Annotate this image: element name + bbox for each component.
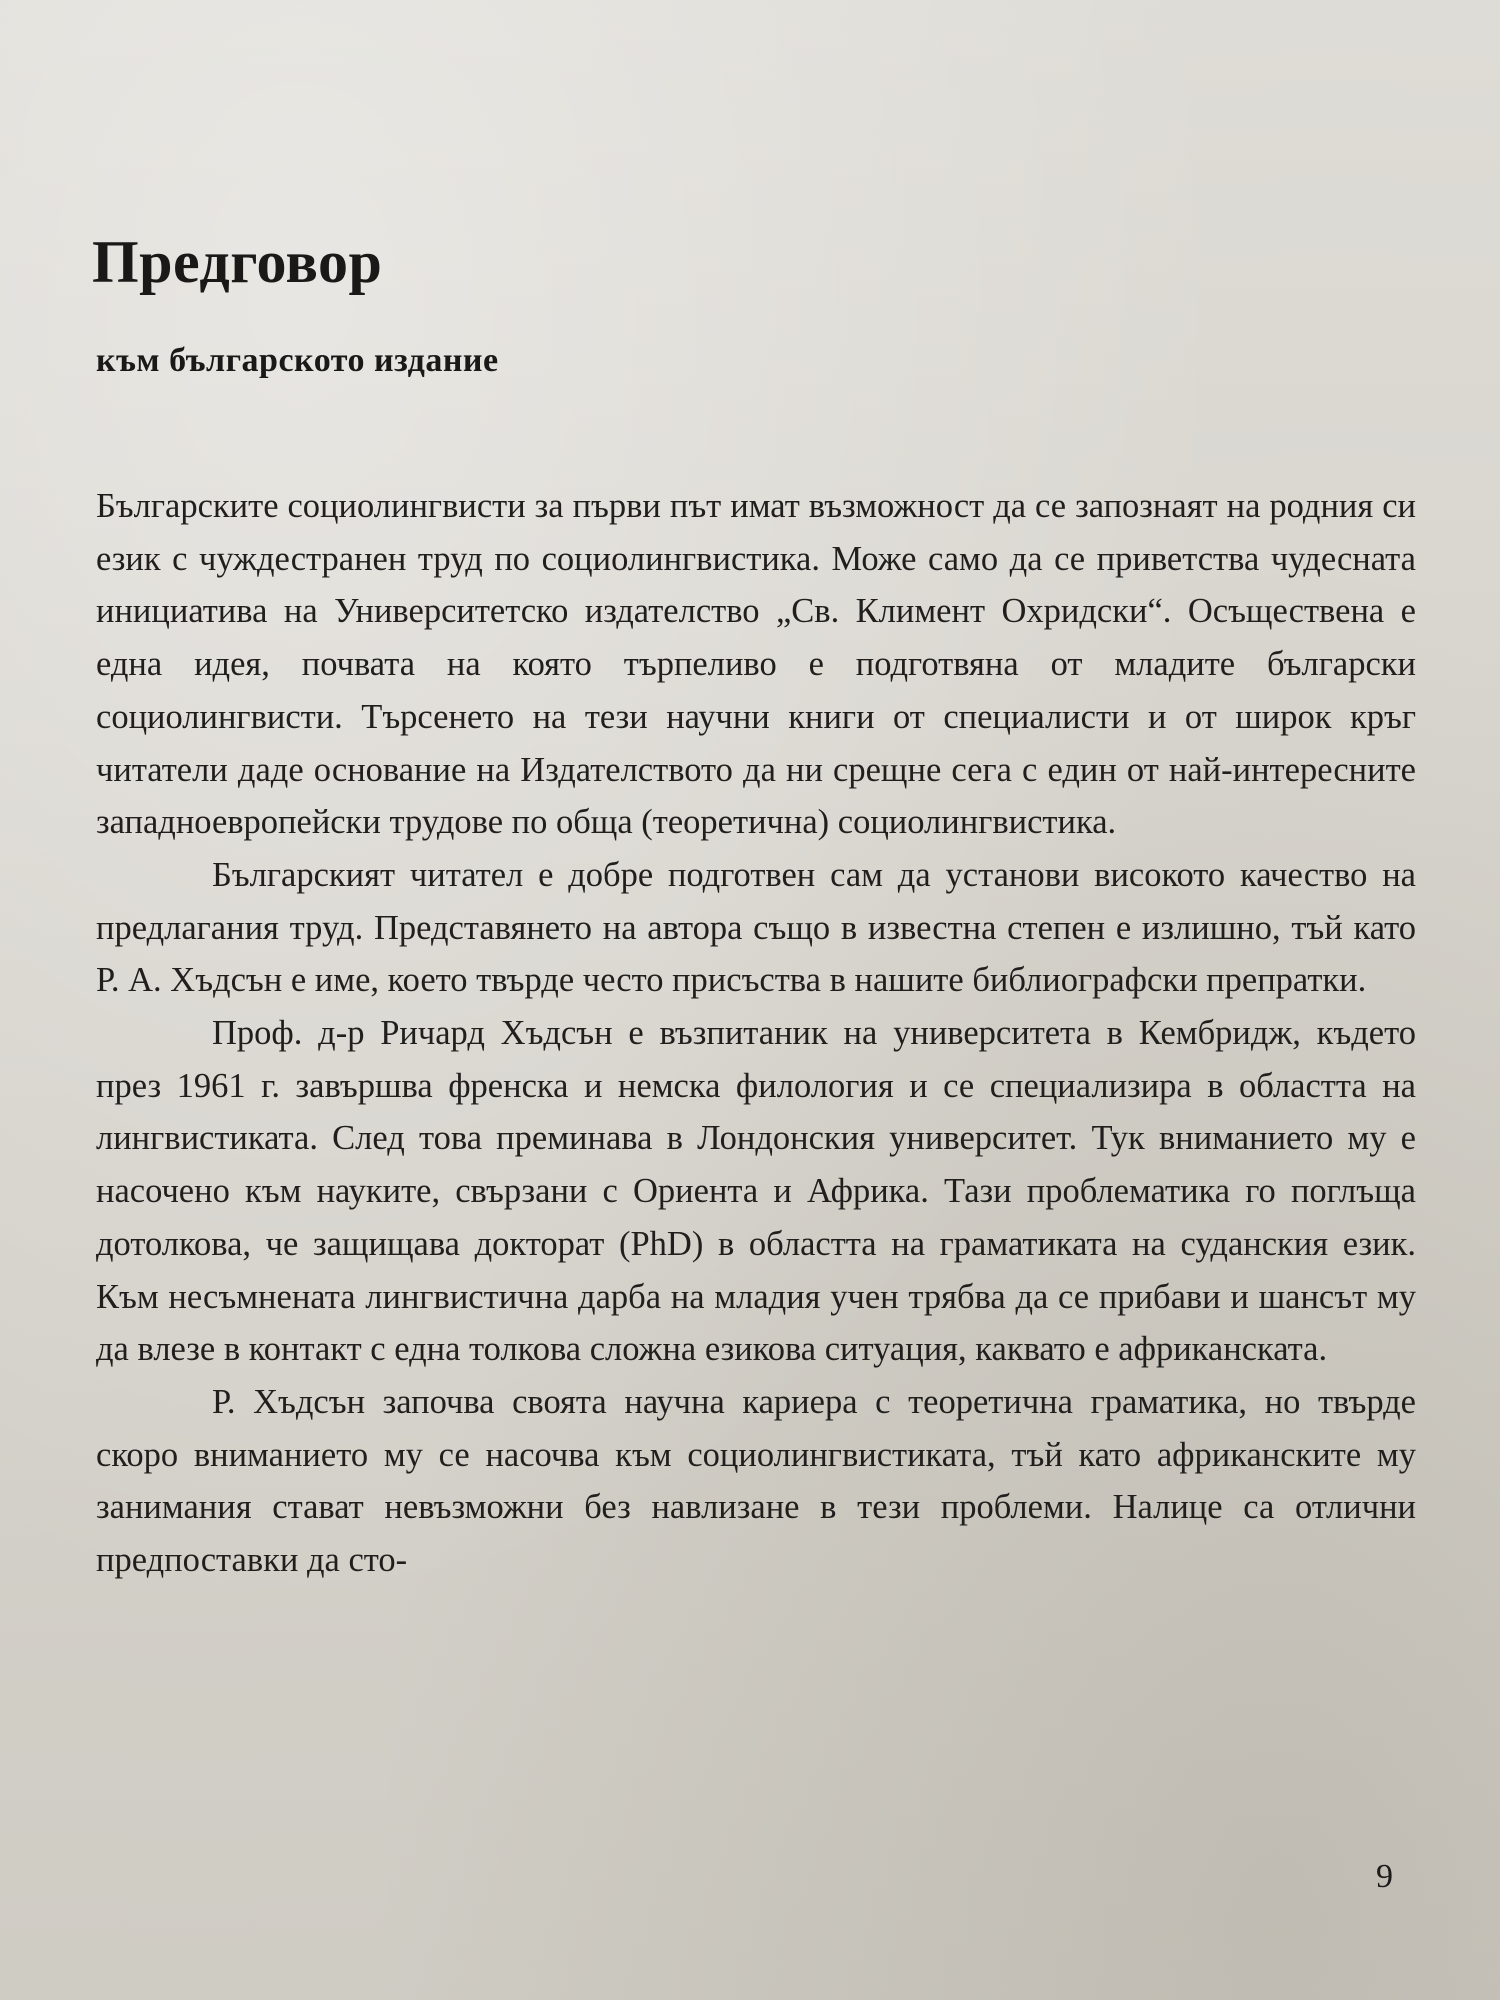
paragraph-2: Българският читател е добре подготвен сам да установи високото качество на предлагания труд. Представянето на автора също в известна степен е излишно, тъй като Р. А. Хъдсън е име, което твърде често присъства в нашите библиографски препратки. <box>96 855 1416 1000</box>
paragraph-1: Българските социолингвисти за първи път имат възможност да се запознаят на родния си език с чуждестранен труд по социолингвистика. Може само да се приветства чудесната инициатива на Университетско издателство „Св. Климент Охридски“. Осъществена е една идея, почвата на която търпеливо е подготвяна от младите български социолингвисти. Търсенето на тези научни книги от специалисти и от широк кръг читатели даде основание на Издателството да ни срещне сега с един от най-интересните западноевропейски трудове по обща (теоретична) социолингвистика. <box>96 487 1416 842</box>
body-text <box>96 480 1416 1587</box>
paragraph-3: Проф. д-р Ричард Хъдсън е възпитаник на университета в Кембридж, където през 1961 г. завършва френска и немска филология и се специализира в областта на лингвистиката. След това преминава в Лондонския университет. Тук вниманието му е насочено към науките, свързани с Ориента и Африка. Тази проблематика го поглъща дотолкова, че защищава докторат (PhD) в областта на граматиката на суданския език. Към несъмнената лингвистична дарба на младия учен трябва да се прибави и шансът му да влезе в контакт с една толкова сложна езикова ситуация, каквато е африканската. <box>96 1014 1416 1369</box>
paragraph-4: Р. Хъдсън започва своята научна кариера с теоретична граматика, но твърде скоро вниманието му се насочва към социолингвистиката, тъй като африканските му занимания стават невъзможни без навлизане в тези проблеми. Налице са отлични предпоставки да сто- <box>96 1382 1416 1580</box>
chapter-subtitle: към българското издание <box>96 342 499 379</box>
page-number: 9 <box>1376 1858 1393 1895</box>
chapter-title: Предговор <box>92 229 383 295</box>
